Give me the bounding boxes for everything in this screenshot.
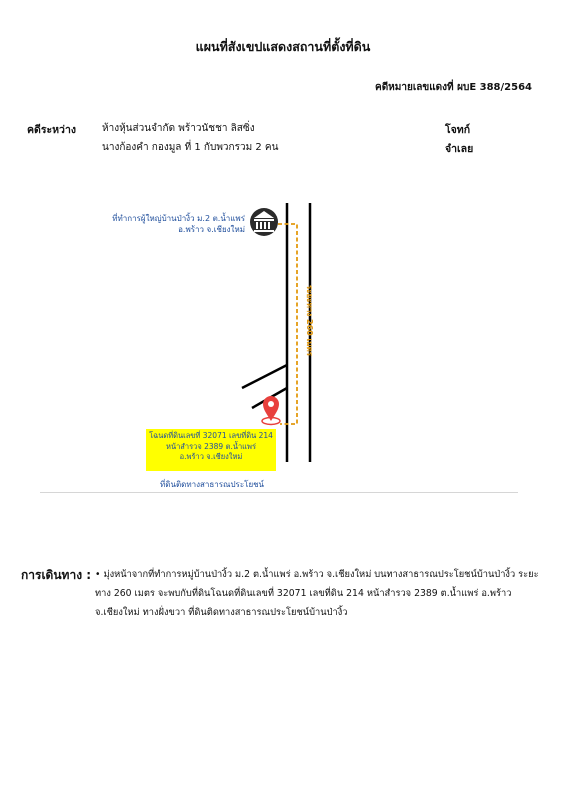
page-title: แผนที่สังเขปแสดงสถานที่ตั้งที่ดิน bbox=[195, 39, 371, 54]
land-label-box bbox=[146, 429, 276, 471]
road-note: ที่ดินติดทางสาธารณประโยชน์ bbox=[160, 480, 265, 489]
plaintiff-name: ห้างหุ้นส่วนจำกัด พร้าวนัชชา ลิสซิ่ง bbox=[102, 123, 255, 134]
divider bbox=[40, 492, 518, 493]
office-label-line1: ที่ทำการผู้ใหญ่บ้านป่างิ้ว ม.2 ต.น้ำแพร่ bbox=[112, 214, 245, 223]
land-label-line3: อ.พร้าว จ.เชียงใหม่ bbox=[179, 452, 243, 461]
defendant-name: นางก้องคำ กองมูล ที่ 1 กับพวกรวม 2 คน bbox=[102, 142, 279, 153]
plaintiff-role: โจทก์ bbox=[445, 124, 471, 136]
branch-road-upper bbox=[242, 365, 287, 388]
building-icon bbox=[250, 208, 278, 236]
parties-label: คดีระหว่าง bbox=[27, 124, 76, 136]
location-pin-icon bbox=[262, 396, 280, 425]
directions-text: • มุ่งหน้าจากที่ทำการหมู่บ้านป่างิ้ว ม.2 ต.น้ำแพร่ อ.พร้าว จ.เชียงใหม่ บนทางสาธารณประโยชน์บ้านป่างิ้ว ระยะทาง 260 เมตร จะพบกับที่ดินโฉนดที่ดินเลขที่ 32071 เลขที่ดิน 214 หน้าสำรวจ 2389 ต.น้ำแพร่ อ.พร้าว จ.เชียงใหม่ ทางฝั่งขวา ที่ดินติดทางสาธารณประโยชน์บ้านป่างิ้ว bbox=[95, 569, 539, 618]
defendant-role: จำเลย bbox=[445, 143, 474, 155]
office-label-line2: อ.พร้าว จ.เชียงใหม่ bbox=[178, 225, 245, 234]
land-label-line2: หน้าสำรวจ 2389 ต.น้ำแพร่ bbox=[166, 441, 256, 451]
distance-label: ระยะทาง 260 เมตร bbox=[305, 285, 314, 357]
directions-label: การเดินทาง : bbox=[21, 568, 92, 582]
land-label-line1: โฉนดที่ดินเลขที่ 32071 เลขที่ดิน 214 bbox=[149, 431, 273, 440]
case-number: คดีหมายเลขแดงที่ ผบE 388/2564 bbox=[375, 82, 532, 93]
office-label bbox=[105, 213, 245, 235]
